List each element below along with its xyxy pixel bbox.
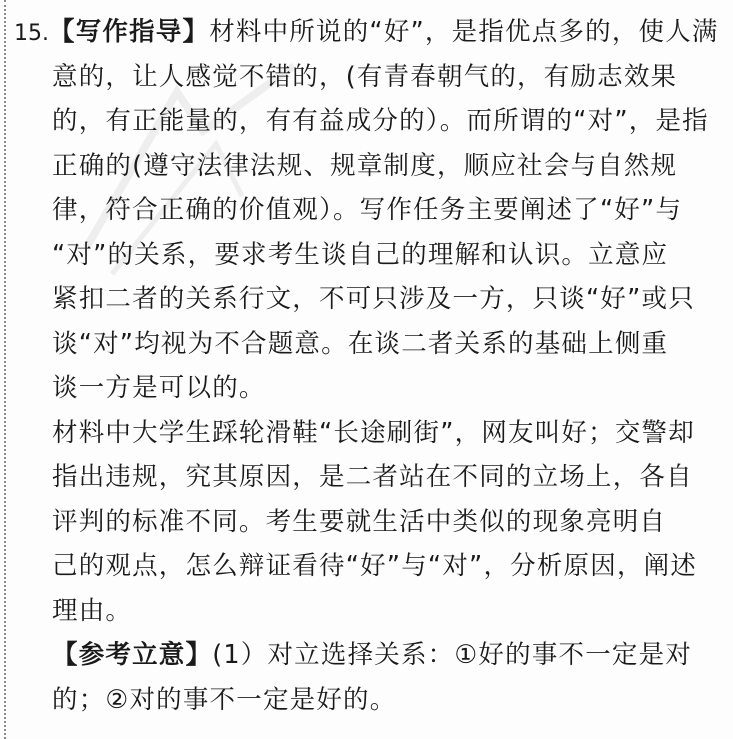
para2-line: 材料中大学生踩轮滑鞋“长途刷街”，网友叫好；交警却 bbox=[52, 417, 695, 448]
para1-line: 谈“对”均视为不合题意。在谈二者关系的基础上侧重 bbox=[52, 328, 669, 359]
para1-line bbox=[14, 10, 724, 55]
reference-line: 的；②对的事不一定是好的。 bbox=[52, 684, 397, 715]
para2-line: 己的观点，怎么辩证看待“好”与“对”，分析原因，阐述 bbox=[52, 551, 698, 581]
para2-line: 指出违规，究其原因，是二者站在不同的立场上，各自 bbox=[52, 462, 693, 492]
reference-line bbox=[14, 633, 724, 678]
para2-line: 理由。 bbox=[52, 595, 133, 626]
line-text: 材料中所说的“好”，是指优点多的，使人满 bbox=[209, 17, 719, 47]
answer-content bbox=[14, 10, 724, 722]
para1-line: 紧扣二者的关系行文，不可只涉及一方，只谈“好”或只 bbox=[52, 284, 695, 314]
reference-tag: 【参考立意】 bbox=[52, 640, 213, 670]
para1-line: 的，有正能量的，有有益成分的）。而所谓的“对”，是指 bbox=[52, 106, 709, 136]
line-text: (1）对立选择关系：①好的事不一定是对 bbox=[212, 640, 693, 670]
question-number: 15. bbox=[14, 21, 49, 46]
para1-line: “对”的关系，要求考生谈自己的理解和认识。立意应 bbox=[52, 239, 669, 270]
binding-dotted-rule bbox=[4, 0, 6, 739]
writing-guide-tag: 【写作指导】 bbox=[49, 17, 210, 47]
para1-line: 意的，让人感觉不错的，(有青春朝气的，有励志效果 bbox=[52, 61, 678, 92]
para1-line: 律，符合正确的价值观）。写作任务主要阐述了“好”与 bbox=[52, 195, 683, 225]
para1-line: 正确的(遵守法律法规、规章制度，顺应社会与自然规 bbox=[52, 150, 678, 181]
para1-line: 谈一方是可以的。 bbox=[52, 373, 266, 403]
para2-line: 评判的标准不同。考生要就生活中类似的现象亮明自 bbox=[52, 506, 667, 537]
